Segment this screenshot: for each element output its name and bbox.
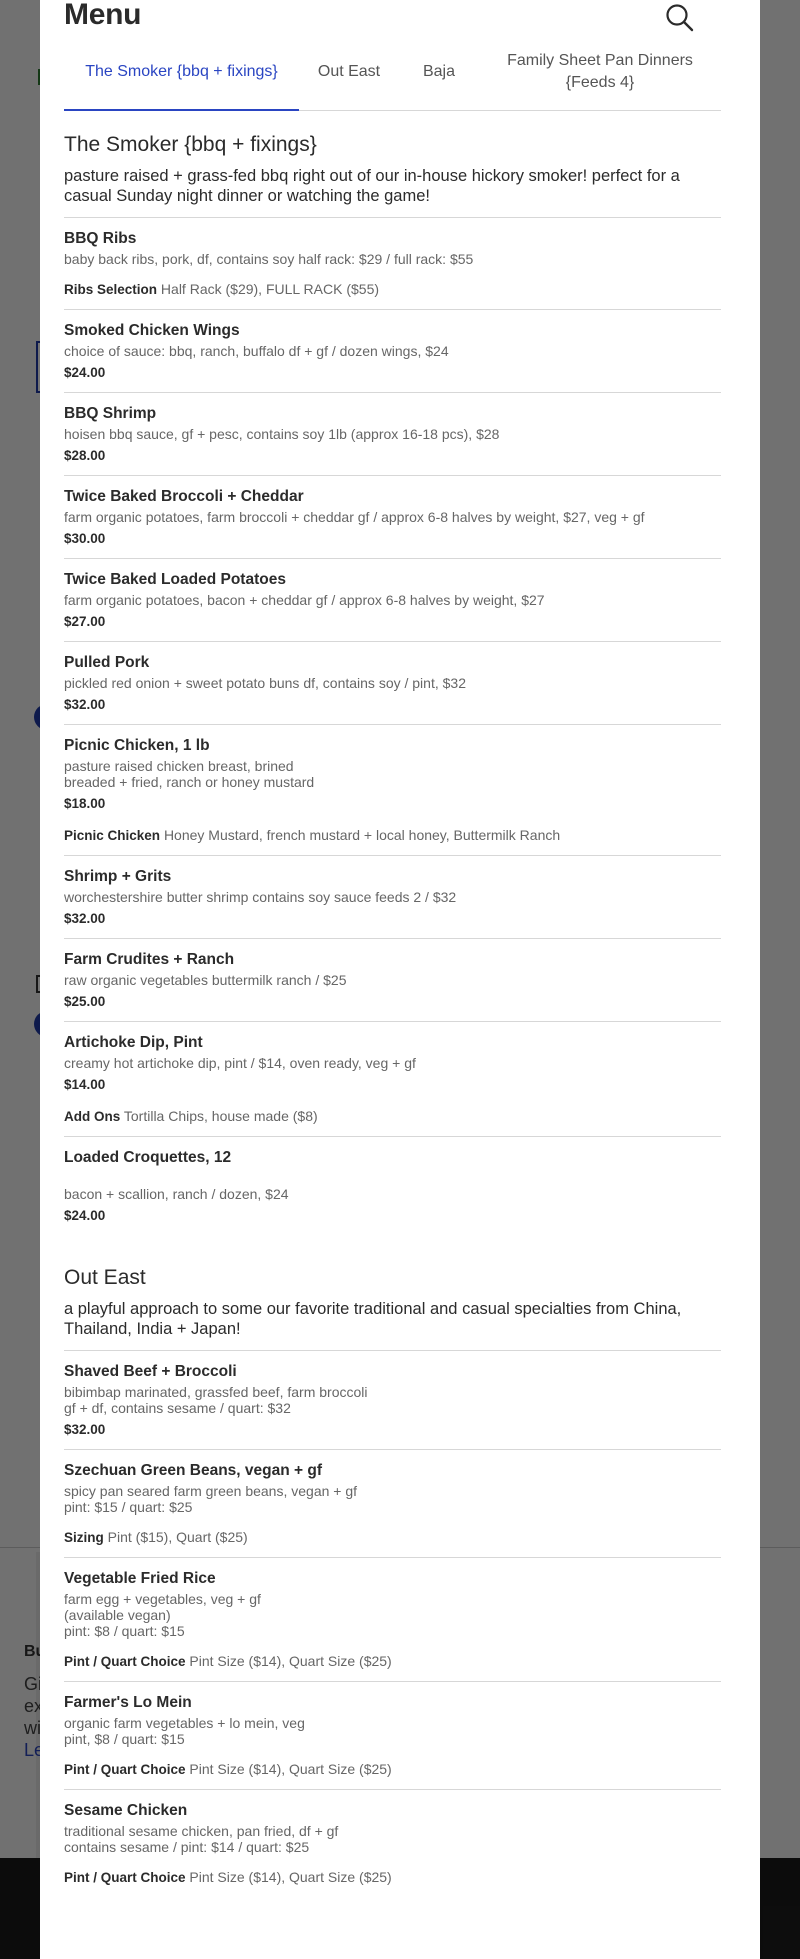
category-tabs — [64, 49, 721, 111]
menu-item[interactable] — [64, 393, 721, 476]
modal-title: Menu — [64, 0, 142, 31]
menu-item[interactable] — [64, 939, 721, 1022]
tab-family-sheet-pan-dinners[interactable]: Family Sheet Pan Dinners {Feeds 4} — [507, 52, 693, 91]
item-price: $14.00 — [64, 1077, 106, 1092]
item-description: organic farm vegetables + lo mein, veg pint, $8 / quart: $15 — [64, 1715, 305, 1747]
item-description: raw organic vegetables buttermilk ranch / $25 — [64, 972, 347, 988]
item-name: BBQ Ribs — [64, 230, 137, 247]
item-options — [64, 1652, 721, 1671]
option-values: Pint Size ($14), Quart Size ($25) — [189, 1761, 392, 1777]
option-label: Pint / Quart Choice — [64, 1762, 186, 1777]
item-name: Farm Crudites + Ranch — [64, 951, 235, 968]
item-price: $24.00 — [64, 365, 106, 380]
menu-item[interactable] — [64, 1558, 721, 1682]
menu-item[interactable] — [64, 1351, 721, 1450]
menu-item[interactable] — [64, 310, 721, 393]
menu-modal — [40, 0, 760, 1959]
option-values: Honey Mustard, french mustard + local honey, Buttermilk Ranch — [163, 827, 561, 843]
item-description: farm egg + vegetables, veg + gf (available vegan) pint: $8 / quart: $15 — [64, 1591, 261, 1639]
item-name: Vegetable Fried Rice — [64, 1570, 216, 1587]
item-price: $18.00 — [64, 796, 106, 811]
menu-item[interactable] — [64, 1682, 721, 1790]
item-description: farm organic potatoes, bacon + cheddar gf / approx 6-8 halves by weight, $27 — [64, 592, 545, 608]
option-label: Sizing — [64, 1530, 104, 1545]
item-name: BBQ Shrimp — [64, 405, 157, 422]
item-price: $25.00 — [64, 994, 106, 1009]
item-name: Farmer's Lo Mein — [64, 1694, 192, 1711]
item-options — [64, 1528, 721, 1547]
item-name: Sesame Chicken — [64, 1802, 188, 1819]
menu-item[interactable] — [64, 856, 721, 939]
option-label: Add Ons — [64, 1109, 121, 1124]
option-label: Picnic Chicken — [64, 828, 161, 843]
menu-content — [64, 0, 721, 1897]
item-price: $32.00 — [64, 697, 106, 712]
tab-baja[interactable]: Baja — [422, 63, 456, 80]
menu-item[interactable] — [64, 1790, 721, 1897]
menu-item[interactable] — [64, 218, 721, 310]
item-options — [64, 1868, 721, 1887]
option-values: Pint ($15), Quart ($25) — [107, 1529, 248, 1545]
item-price: $28.00 — [64, 448, 106, 463]
tab-out-east[interactable]: Out East — [317, 63, 381, 80]
search-icon[interactable] — [664, 2, 696, 34]
option-label: Ribs Selection — [64, 282, 158, 297]
item-description: pasture raised chicken breast, brined breaded + fried, ranch or honey mustard — [64, 758, 315, 790]
menu-section — [64, 132, 721, 1235]
menu-item[interactable] — [64, 725, 721, 856]
item-options — [64, 1107, 721, 1126]
item-description: pickled red onion + sweet potato buns df, contains soy / pint, $32 — [64, 675, 466, 691]
item-options — [64, 826, 721, 845]
item-name: Szechuan Green Beans, vegan + gf — [64, 1462, 322, 1479]
menu-item[interactable] — [64, 642, 721, 725]
menu-item[interactable] — [64, 476, 721, 559]
menu-item[interactable] — [64, 1137, 721, 1235]
item-description: farm organic potatoes, farm broccoli + cheddar gf / approx 6-8 halves by weight, $27, veg + gf — [64, 509, 645, 525]
item-description: traditional sesame chicken, pan fried, df + gf contains sesame / pint: $14 / quart: $25 — [64, 1823, 339, 1855]
item-description: spicy pan seared farm green beans, vegan + gf pint: $15 / quart: $25 — [64, 1483, 358, 1515]
option-label: Pint / Quart Choice — [64, 1654, 186, 1669]
option-values: Half Rack ($29), FULL RACK ($55) — [160, 281, 380, 297]
item-name: Pulled Pork — [64, 654, 150, 671]
section-description: pasture raised + grass-fed bbq right out of our in-house hickory smoker! perfect for a casual Sunday night dinner or watching the game! — [64, 166, 721, 218]
item-name: Twice Baked Broccoli + Cheddar — [64, 488, 304, 505]
item-name: Shaved Beef + Broccoli — [64, 1363, 237, 1380]
item-options — [64, 280, 721, 299]
item-name: Smoked Chicken Wings — [64, 322, 240, 339]
item-description: baby back ribs, pork, df, contains soy half rack: $29 / full rack: $55 — [64, 251, 474, 267]
section-title: Out East — [64, 1266, 146, 1289]
tab-the-smoker[interactable]: The Smoker {bbq + fixings} — [64, 49, 299, 111]
section-title: The Smoker {bbq + fixings} — [64, 133, 317, 156]
menu-item[interactable] — [64, 559, 721, 642]
item-price: $32.00 — [64, 911, 106, 926]
option-label: Pint / Quart Choice — [64, 1870, 186, 1885]
item-price: $27.00 — [64, 614, 106, 629]
item-price: $30.00 — [64, 531, 106, 546]
item-name: Shrimp + Grits — [64, 868, 172, 885]
item-description: bacon + scallion, ranch / dozen, $24 — [64, 1186, 289, 1202]
item-name: Loaded Croquettes, 12 — [64, 1149, 232, 1166]
option-values: Tortilla Chips, house made ($8) — [123, 1108, 318, 1124]
section-description: a playful approach to some our favorite traditional and casual specialties from China, Thailand, India + Japan! — [64, 1299, 721, 1351]
item-name: Artichoke Dip, Pint — [64, 1034, 203, 1051]
item-description: hoisen bbq sauce, gf + pesc, contains soy 1lb (approx 16-18 pcs), $28 — [64, 426, 500, 442]
menu-section — [64, 1265, 721, 1897]
item-options — [64, 1760, 721, 1779]
option-values: Pint Size ($14), Quart Size ($25) — [189, 1869, 392, 1885]
menu-item[interactable] — [64, 1022, 721, 1137]
item-name: Twice Baked Loaded Potatoes — [64, 571, 286, 588]
item-price: $32.00 — [64, 1422, 106, 1437]
item-description: bibimbap marinated, grassfed beef, farm broccoli gf + df, contains sesame / quart: $32 — [64, 1384, 368, 1416]
item-description: choice of sauce: bbq, ranch, buffalo df + gf / dozen wings, $24 — [64, 343, 449, 359]
menu-item[interactable] — [64, 1450, 721, 1558]
menu-sections — [64, 132, 721, 1897]
option-values: Pint Size ($14), Quart Size ($25) — [189, 1653, 392, 1669]
item-price: $24.00 — [64, 1208, 106, 1223]
item-name: Picnic Chicken, 1 lb — [64, 737, 210, 754]
item-description: creamy hot artichoke dip, pint / $14, oven ready, veg + gf — [64, 1055, 416, 1071]
modal-header — [64, 0, 721, 40]
item-description: worchestershire butter shrimp contains soy sauce feeds 2 / $32 — [64, 889, 457, 905]
